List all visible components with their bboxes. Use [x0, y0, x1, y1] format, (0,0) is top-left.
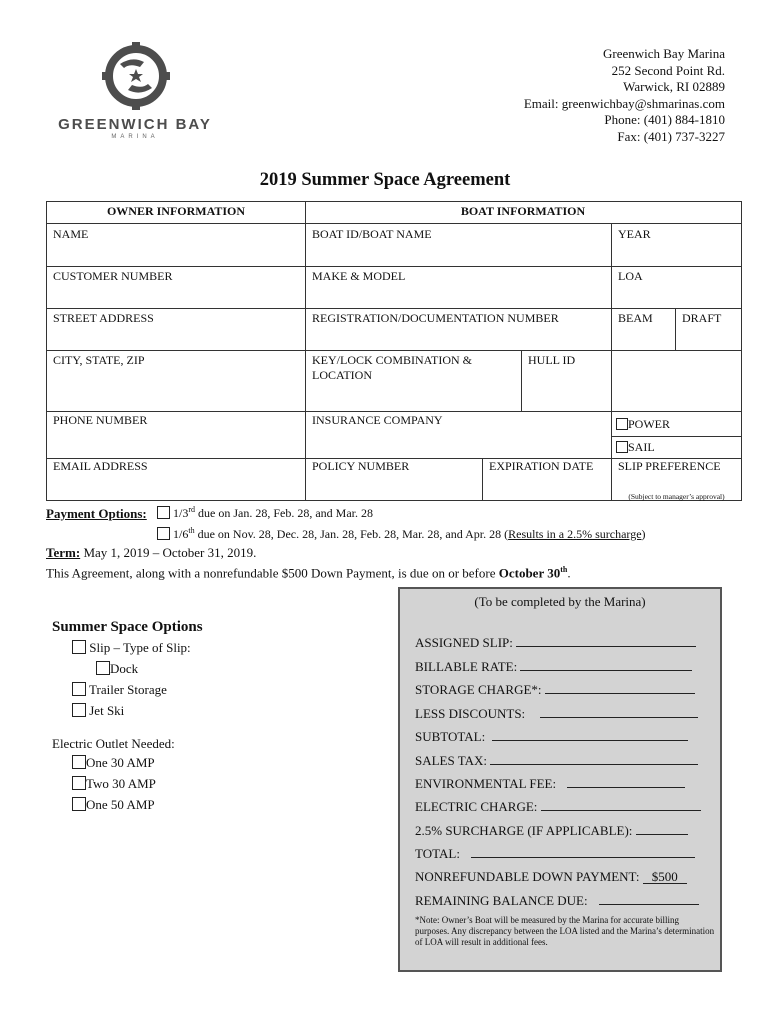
assigned-slip-blank[interactable] — [516, 635, 696, 647]
one-50-amp-option[interactable] — [72, 797, 155, 813]
down-payment-line[interactable] — [415, 869, 687, 885]
electric-charge-line[interactable] — [415, 799, 701, 815]
electric-outlet-label: Electric Outlet Needed: — [52, 736, 175, 751]
owner-information-header: OWNER INFORMATION — [106, 204, 246, 218]
customer-number-field[interactable]: CUSTOMER NUMBER — [53, 269, 173, 283]
payment-sixths-checkbox[interactable] — [157, 527, 170, 540]
payment-surcharge-note: Results in a 2.5% surcharge — [508, 527, 642, 541]
sales-tax-label: SALES TAX: — [415, 753, 488, 768]
payment-thirds-fraction: 1/3 — [173, 506, 189, 520]
slip-preference-note: (Subject to manager’s approval) — [628, 492, 725, 501]
one-30-amp-checkbox[interactable] — [72, 755, 86, 769]
payment-sixths-text: due on Nov. 28, Dec. 28, Jan. 28, Feb. 28, Mar. 28, and Apr. 28 ( — [194, 527, 509, 541]
street-address-field[interactable]: STREET ADDRESS — [53, 311, 154, 325]
registration-field[interactable]: REGISTRATION/DOCUMENTATION NUMBER — [312, 311, 559, 325]
summer-space-options-title: Summer Space Options — [52, 619, 203, 635]
slip-checkbox[interactable] — [72, 640, 86, 654]
two-30-amp-option[interactable] — [72, 776, 156, 792]
payment-sixths-close: ) — [641, 527, 646, 541]
agreement-due-sup: th — [560, 565, 568, 574]
address-line-email: Email: greenwichbay@shmarinas.com — [523, 95, 725, 111]
total-blank[interactable] — [471, 846, 695, 858]
payment-thirds-sup: rd — [188, 505, 196, 514]
insurance-company-field[interactable]: INSURANCE COMPANY — [312, 413, 443, 427]
payment-options-heading: Payment Options: — [46, 506, 147, 521]
payment-options-label — [46, 505, 147, 523]
year-field[interactable]: YEAR — [618, 227, 651, 241]
remaining-balance-label: REMAINING BALANCE DUE: — [415, 893, 588, 908]
two-30-amp-label: Two 30 AMP — [86, 776, 156, 791]
storage-charge-line[interactable] — [415, 682, 695, 698]
boat-information-header: BOAT INFORMATION — [460, 204, 586, 218]
trailer-storage-label: Trailer Storage — [89, 682, 167, 697]
subtotal-label: SUBTOTAL: — [415, 729, 486, 744]
marina-address-block — [524, 46, 725, 145]
environmental-fee-label: ENVIRONMENTAL FEE: — [415, 776, 557, 791]
less-discounts-blank[interactable] — [540, 706, 698, 718]
page-title: 2019 Summer Space Agreement — [259, 170, 511, 190]
payment-option-thirds[interactable] — [157, 505, 373, 521]
down-payment-label: NONREFUNDABLE DOWN PAYMENT: — [415, 869, 640, 884]
payment-thirds-text: due on Jan. 28, Feb. 28, and Mar. 28 — [195, 506, 373, 520]
marina-box-heading: (To be completed by the Marina) — [474, 594, 646, 609]
policy-number-field[interactable]: POLICY NUMBER — [312, 459, 410, 473]
dock-checkbox[interactable] — [96, 661, 110, 675]
expiration-date-field[interactable]: EXPIRATION DATE — [489, 459, 594, 473]
billable-rate-label: BILLABLE RATE: — [415, 659, 518, 674]
one-50-amp-label: One 50 AMP — [86, 797, 155, 812]
address-line-fax: Fax: (401) 737-3227 — [617, 128, 725, 144]
city-state-zip-field[interactable]: CITY, STATE, ZIP — [53, 353, 145, 367]
environmental-fee-line[interactable] — [415, 776, 685, 792]
payment-sixths-fraction: 1/6 — [173, 527, 189, 541]
sales-tax-line[interactable] — [415, 753, 698, 769]
two-30-amp-checkbox[interactable] — [72, 776, 86, 790]
agreement-end: . — [567, 565, 571, 581]
one-30-amp-label: One 30 AMP — [86, 755, 155, 770]
make-model-field[interactable]: MAKE & MODEL — [312, 269, 406, 283]
slip-option[interactable] — [72, 640, 191, 656]
agreement-text: This Agreement, along with a nonrefundable $500 Down Payment, is due on or before — [46, 565, 499, 581]
sail-checkbox[interactable] — [616, 441, 628, 453]
trailer-storage-option[interactable] — [72, 682, 167, 698]
jet-ski-checkbox[interactable] — [72, 703, 86, 717]
address-line-name: Greenwich Bay Marina — [602, 46, 725, 61]
down-payment-value: $500 — [643, 871, 687, 884]
loa-field[interactable]: LOA — [618, 269, 643, 283]
logo-wordmark: GREENWICH BAY — [58, 116, 212, 133]
agreement-due-line — [46, 565, 571, 581]
email-address-field[interactable]: EMAIL ADDRESS — [53, 459, 148, 473]
address-line-city: Warwick, RI 02889 — [623, 79, 725, 94]
term-line — [46, 545, 256, 561]
marina-use-box — [398, 587, 722, 972]
key-lock-label-line1: KEY/LOCK COMBINATION & — [312, 353, 472, 367]
power-label: POWER — [628, 417, 670, 431]
name-field[interactable]: NAME — [53, 227, 89, 241]
logo-emblem-icon — [62, 40, 212, 112]
subtotal-line[interactable] — [415, 729, 688, 745]
phone-number-field[interactable]: PHONE NUMBER — [53, 413, 148, 427]
owner-boat-info-table — [46, 201, 742, 501]
trailer-storage-checkbox[interactable] — [72, 682, 86, 696]
power-checkbox[interactable] — [616, 418, 628, 430]
electric-charge-label: ELECTRIC CHARGE: — [415, 799, 538, 814]
surcharge-line[interactable] — [415, 823, 688, 839]
sales-tax-blank[interactable] — [490, 753, 698, 765]
draft-field[interactable]: DRAFT — [682, 311, 722, 325]
slip-preference-field[interactable]: SLIP PREFERENCE — [618, 459, 721, 473]
payment-option-sixths[interactable] — [157, 526, 646, 542]
payment-thirds-checkbox[interactable] — [157, 506, 170, 519]
sail-label: SAIL — [628, 440, 655, 454]
less-discounts-line[interactable] — [415, 706, 698, 722]
less-discounts-label: LESS DISCOUNTS: — [415, 706, 526, 721]
address-line-street: 252 Second Point Rd. — [611, 62, 725, 78]
loa-measurement-note: *Note: Owner’s Boat will be measured by the Marina for accurate billing purposes. Any discrepancy between the LOA listed and the Marina’s determination of LOA will result in additional fees. — [415, 915, 715, 947]
beam-field[interactable]: BEAM — [618, 311, 653, 325]
payment-sixths-sup: th — [188, 526, 195, 535]
subtotal-blank[interactable] — [492, 729, 688, 741]
surcharge-label: 2.5% SURCHARGE (IF APPLICABLE): — [415, 823, 633, 838]
hull-id-field[interactable]: HULL ID — [528, 353, 576, 367]
surcharge-blank[interactable] — [636, 823, 688, 835]
electric-charge-blank[interactable] — [541, 799, 701, 811]
term-label: Term: — [46, 545, 81, 560]
assigned-slip-label: ASSIGNED SLIP: — [415, 635, 513, 650]
total-label: TOTAL: — [415, 846, 460, 861]
billable-rate-blank[interactable] — [520, 659, 692, 671]
total-line[interactable] — [415, 846, 695, 862]
assigned-slip-line[interactable] — [415, 635, 696, 651]
dock-label: Dock — [110, 661, 139, 676]
sail-option[interactable] — [614, 440, 657, 455]
jet-ski-label: Jet Ski — [89, 703, 125, 718]
address-line-phone: Phone: (401) 884-1810 — [604, 112, 725, 127]
one-50-amp-checkbox[interactable] — [72, 797, 86, 811]
remaining-balance-line[interactable] — [415, 893, 699, 909]
dock-option[interactable] — [96, 661, 138, 677]
key-lock-label-line2: LOCATION — [312, 368, 372, 382]
term-value: May 1, 2019 – October 31, 2019. — [80, 545, 257, 560]
agreement-due-date: October 30 — [498, 565, 561, 581]
power-option[interactable] — [614, 417, 672, 432]
key-lock-field[interactable] — [306, 353, 478, 383]
remaining-balance-blank[interactable] — [599, 893, 699, 905]
logo-subtitle: MARINA — [111, 134, 159, 140]
billable-rate-line[interactable] — [415, 659, 692, 675]
storage-charge-label: STORAGE CHARGE*: — [415, 682, 542, 697]
jet-ski-option[interactable] — [72, 703, 124, 719]
boat-id-field[interactable]: BOAT ID/BOAT NAME — [312, 227, 432, 241]
one-30-amp-option[interactable] — [72, 755, 155, 771]
storage-charge-blank[interactable] — [545, 682, 695, 694]
slip-label: Slip – Type of Slip: — [89, 640, 191, 655]
environmental-fee-blank[interactable] — [567, 776, 685, 788]
